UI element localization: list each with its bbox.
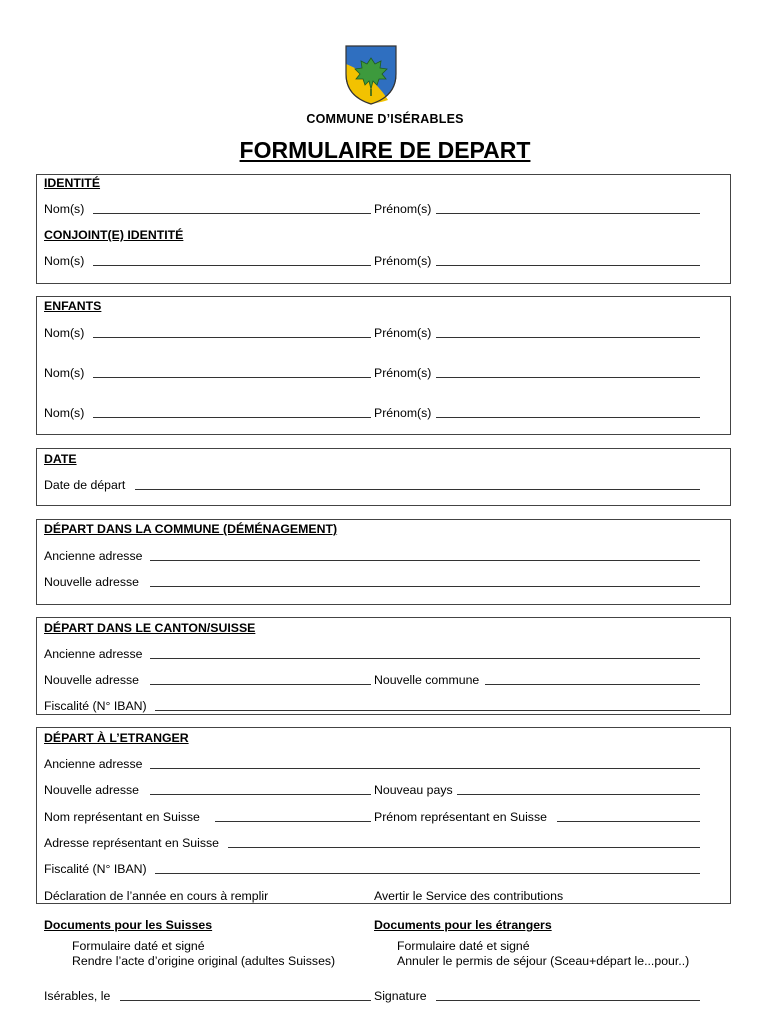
etranger-nom-rep-field[interactable] <box>215 821 371 822</box>
documents-etrangers-item: Annuler le permis de séjour (Sceau+départ le...pour..) <box>397 954 690 968</box>
etranger-adresse-rep-field[interactable] <box>228 847 700 848</box>
etranger-adresse-rep-label: Adresse représentant en Suisse <box>44 836 219 850</box>
identite-nom-field[interactable] <box>93 213 371 214</box>
documents-suisses-item: Formulaire daté et signé <box>72 939 205 953</box>
identite-prenom-field[interactable] <box>436 213 700 214</box>
commune-ancienne-field[interactable] <box>150 560 700 561</box>
date-depart-field[interactable] <box>135 489 700 490</box>
documents-etrangers-item: Formulaire daté et signé <box>397 939 530 953</box>
etranger-fiscalite-label: Fiscalité (N° IBAN) <box>44 862 147 876</box>
enfant-prenom-field[interactable] <box>436 377 700 378</box>
conjoint-prenom-field[interactable] <box>436 265 700 266</box>
commune-nouvelle-field[interactable] <box>150 586 700 587</box>
date-depart-label: Date de départ <box>44 478 126 492</box>
canton-commune-field[interactable] <box>485 684 700 685</box>
enfants-heading: ENFANTS <box>44 299 102 313</box>
conjoint-prenom-label: Prénom(s) <box>374 254 432 268</box>
identite-nom-label: Nom(s) <box>44 202 85 216</box>
date-section <box>36 448 731 506</box>
identite-prenom-label: Prénom(s) <box>374 202 432 216</box>
documents-suisses-item: Rendre l’acte d’origine original (adultes Suisses) <box>72 954 336 968</box>
signature-field[interactable] <box>436 1000 700 1001</box>
conjoint-heading: CONJOINT(E) IDENTITÉ <box>44 228 184 242</box>
etranger-prenom-rep-field[interactable] <box>557 821 700 822</box>
enfant-prenom-field[interactable] <box>436 337 700 338</box>
etranger-ancienne-field[interactable] <box>150 768 700 769</box>
enfant-nom-label: Nom(s) <box>44 366 85 380</box>
commune-ancienne-label: Ancienne adresse <box>44 549 143 563</box>
conjoint-nom-label: Nom(s) <box>44 254 85 268</box>
identite-heading: IDENTITÉ <box>44 176 101 190</box>
enfant-prenom-field[interactable] <box>436 417 700 418</box>
etranger-ancienne-label: Ancienne adresse <box>44 757 143 771</box>
commune-move-heading: DÉPART DANS LA COMMUNE (DÉMÉNAGEMENT) <box>44 522 338 536</box>
canton-ancienne-label: Ancienne adresse <box>44 647 143 661</box>
etranger-pays-label: Nouveau pays <box>374 783 453 797</box>
enfant-prenom-label: Prénom(s) <box>374 326 432 340</box>
canton-nouvelle-field[interactable] <box>150 684 371 685</box>
canton-commune-label: Nouvelle commune <box>374 673 480 687</box>
etranger-prenom-rep-label: Prénom représentant en Suisse <box>374 810 547 824</box>
commune-name: COMMUNE D’ISÉRABLES <box>306 112 464 126</box>
commune-nouvelle-label: Nouvelle adresse <box>44 575 140 589</box>
coat-of-arms-icon <box>344 44 398 106</box>
canton-nouvelle-label: Nouvelle adresse <box>44 673 140 687</box>
etranger-nouvelle-field[interactable] <box>150 794 371 795</box>
canton-fiscalite-label: Fiscalité (N° IBAN) <box>44 699 147 713</box>
lieu-label: Isérables, le <box>44 989 111 1003</box>
signature-label: Signature <box>374 989 427 1003</box>
etranger-nouvelle-label: Nouvelle adresse <box>44 783 140 797</box>
enfant-nom-field[interactable] <box>93 337 371 338</box>
enfant-nom-label: Nom(s) <box>44 326 85 340</box>
canton-heading: DÉPART DANS LE CANTON/SUISSE <box>44 621 256 635</box>
enfant-nom-field[interactable] <box>93 417 371 418</box>
enfant-prenom-label: Prénom(s) <box>374 366 432 380</box>
etranger-pays-field[interactable] <box>457 794 700 795</box>
enfant-nom-label: Nom(s) <box>44 406 85 420</box>
conjoint-nom-field[interactable] <box>93 265 371 266</box>
etranger-heading: DÉPART À L’ETRANGER <box>44 731 189 745</box>
documents-etrangers-heading: Documents pour les étrangers <box>374 918 552 932</box>
etranger-fiscalite-field[interactable] <box>155 873 700 874</box>
etranger-nom-rep-label: Nom représentant en Suisse <box>44 810 200 824</box>
enfant-prenom-label: Prénom(s) <box>374 406 432 420</box>
enfant-nom-field[interactable] <box>93 377 371 378</box>
canton-fiscalite-field[interactable] <box>155 710 700 711</box>
lieu-date-field[interactable] <box>120 1000 371 1001</box>
etranger-declaration-note: Déclaration de l’année en cours à remplir <box>44 889 269 903</box>
documents-suisses-heading: Documents pour les Suisses <box>44 918 213 932</box>
canton-ancienne-field[interactable] <box>150 658 700 659</box>
page-title: FORMULAIRE DE DEPART <box>239 137 531 163</box>
etranger-avertir-note: Avertir le Service des contributions <box>374 889 564 903</box>
date-heading: DATE <box>44 452 77 466</box>
